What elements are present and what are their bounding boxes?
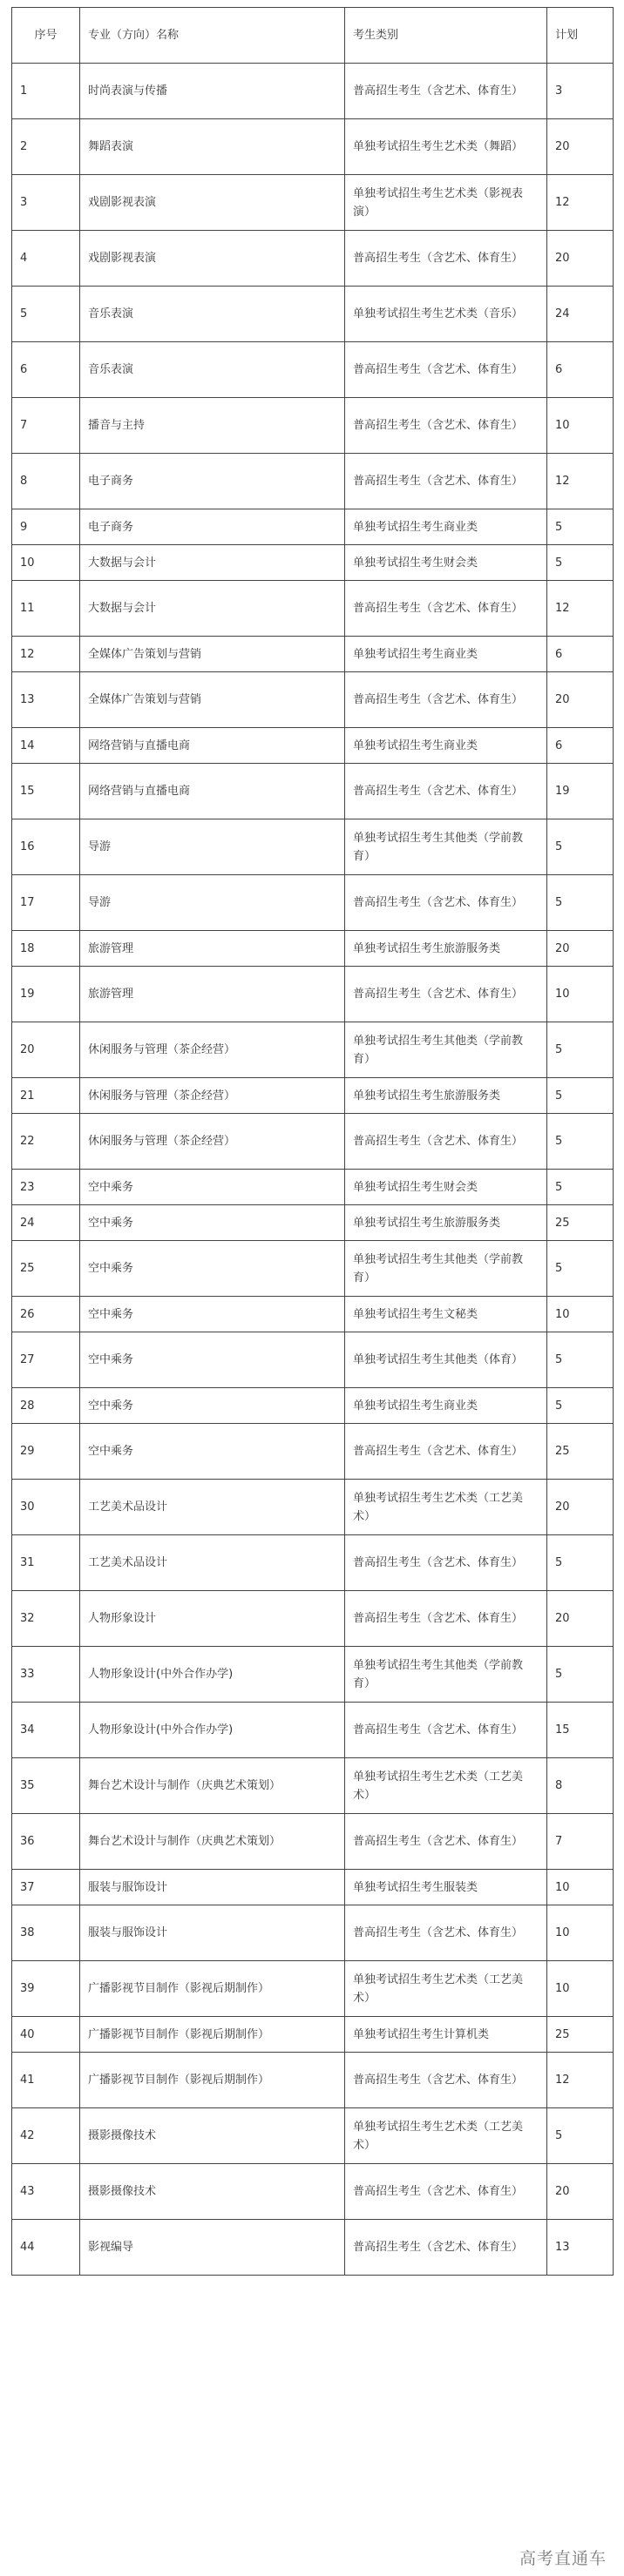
cell-no: 5 <box>12 287 80 342</box>
cell-category: 普高招生考生（含艺术、体育生） <box>345 764 547 819</box>
cell-category: 普高招生考生（含艺术、体育生） <box>345 1591 547 1647</box>
cell-plan: 5 <box>547 1332 614 1388</box>
cell-no: 21 <box>12 1078 80 1114</box>
table-row <box>12 1703 614 1758</box>
table-row <box>12 2220 614 2276</box>
cell-plan: 10 <box>547 398 614 454</box>
header-category: 考生类别 <box>345 8 547 64</box>
cell-no: 2 <box>12 119 80 175</box>
cell-plan: 10 <box>547 1905 614 1961</box>
cell-category: 单独考试招生考生其他类（学前教育） <box>345 1241 547 1297</box>
cell-no: 9 <box>12 509 80 545</box>
cell-major: 休闲服务与管理（茶企经营） <box>80 1078 345 1114</box>
cell-major: 网络营销与直播电商 <box>80 728 345 764</box>
cell-plan: 6 <box>547 637 614 672</box>
cell-no: 38 <box>12 1905 80 1961</box>
cell-category: 普高招生考生（含艺术、体育生） <box>345 2220 547 2276</box>
table-row <box>12 1905 614 1961</box>
cell-major: 服装与服饰设计 <box>80 1870 345 1905</box>
table-row <box>12 819 614 875</box>
cell-major: 大数据与会计 <box>80 581 345 637</box>
table-row <box>12 1814 614 1870</box>
cell-no: 18 <box>12 931 80 967</box>
cell-major: 影视编导 <box>80 2220 345 2276</box>
cell-major: 舞台艺术设计与制作（庆典艺术策划） <box>80 1758 345 1814</box>
cell-plan: 5 <box>547 1388 614 1424</box>
cell-major: 全媒体广告策划与营销 <box>80 637 345 672</box>
cell-plan: 25 <box>547 1205 614 1241</box>
cell-plan: 5 <box>547 1647 614 1703</box>
cell-plan: 13 <box>547 2220 614 2276</box>
cell-no: 34 <box>12 1703 80 1758</box>
cell-plan: 5 <box>547 875 614 931</box>
cell-plan: 5 <box>547 2108 614 2164</box>
cell-plan: 12 <box>547 2053 614 2108</box>
table-row <box>12 454 614 509</box>
cell-category: 单独考试招生考生商业类 <box>345 728 547 764</box>
cell-category: 普高招生考生（含艺术、体育生） <box>345 1814 547 1870</box>
cell-no: 30 <box>12 1480 80 1535</box>
cell-major: 戏剧影视表演 <box>80 175 345 231</box>
cell-major: 舞台艺术设计与制作（庆典艺术策划） <box>80 1814 345 1870</box>
cell-no: 29 <box>12 1424 80 1480</box>
table-row <box>12 764 614 819</box>
cell-major: 空中乘务 <box>80 1388 345 1424</box>
cell-no: 44 <box>12 2220 80 2276</box>
cell-plan: 12 <box>547 175 614 231</box>
table-row <box>12 637 614 672</box>
cell-category: 单独考试招生考生艺术类（工艺美术） <box>345 1480 547 1535</box>
cell-category: 普高招生考生（含艺术、体育生） <box>345 581 547 637</box>
cell-major: 广播影视节目制作（影视后期制作） <box>80 2053 345 2108</box>
cell-plan: 10 <box>547 967 614 1022</box>
cell-no: 13 <box>12 672 80 728</box>
cell-major: 休闲服务与管理（茶企经营） <box>80 1114 345 1170</box>
cell-no: 32 <box>12 1591 80 1647</box>
cell-no: 36 <box>12 1814 80 1870</box>
admission-plan-table <box>11 7 614 2276</box>
cell-plan: 20 <box>547 672 614 728</box>
cell-plan: 10 <box>547 1297 614 1332</box>
cell-major: 时尚表演与传播 <box>80 64 345 119</box>
cell-major: 休闲服务与管理（茶企经营） <box>80 1022 345 1078</box>
cell-major: 人物形象设计 <box>80 1591 345 1647</box>
cell-category: 单独考试招生考生商业类 <box>345 1388 547 1424</box>
table-row <box>12 398 614 454</box>
cell-category: 单独考试招生考生艺术类（工艺美术） <box>345 1961 547 2017</box>
cell-major: 空中乘务 <box>80 1241 345 1297</box>
header-major: 专业（方向）名称 <box>80 8 345 64</box>
table-row <box>12 1535 614 1591</box>
table-row <box>12 2017 614 2053</box>
table-row <box>12 119 614 175</box>
cell-no: 25 <box>12 1241 80 1297</box>
table-row <box>12 64 614 119</box>
cell-major: 电子商务 <box>80 509 345 545</box>
cell-major: 人物形象设计(中外合作办学) <box>80 1647 345 1703</box>
cell-category: 单独考试招生考生商业类 <box>345 637 547 672</box>
cell-no: 4 <box>12 231 80 287</box>
table-row <box>12 342 614 398</box>
cell-no: 39 <box>12 1961 80 2017</box>
cell-category: 单独考试招生考生艺术类（工艺美术） <box>345 1758 547 1814</box>
cell-major: 旅游管理 <box>80 967 345 1022</box>
table-row <box>12 1332 614 1388</box>
table-row <box>12 1591 614 1647</box>
cell-no: 8 <box>12 454 80 509</box>
cell-category: 普高招生考生（含艺术、体育生） <box>345 1905 547 1961</box>
cell-no: 12 <box>12 637 80 672</box>
table-row <box>12 1388 614 1424</box>
table-row <box>12 1480 614 1535</box>
cell-no: 28 <box>12 1388 80 1424</box>
cell-major: 广播影视节目制作（影视后期制作） <box>80 1961 345 2017</box>
table-row <box>12 1114 614 1170</box>
cell-major: 广播影视节目制作（影视后期制作） <box>80 2017 345 2053</box>
cell-major: 戏剧影视表演 <box>80 231 345 287</box>
cell-plan: 25 <box>547 1424 614 1480</box>
cell-major: 网络营销与直播电商 <box>80 764 345 819</box>
cell-major: 工艺美术品设计 <box>80 1480 345 1535</box>
cell-plan: 5 <box>547 819 614 875</box>
cell-category: 单独考试招生考生艺术类（影视表演） <box>345 175 547 231</box>
table-row <box>12 1424 614 1480</box>
cell-major: 音乐表演 <box>80 287 345 342</box>
cell-no: 16 <box>12 819 80 875</box>
cell-no: 33 <box>12 1647 80 1703</box>
cell-plan: 10 <box>547 1870 614 1905</box>
cell-category: 单独考试招生考生其他类（学前教育） <box>345 1022 547 1078</box>
cell-category: 单独考试招生考生艺术类（音乐） <box>345 287 547 342</box>
cell-category: 普高招生考生（含艺术、体育生） <box>345 1535 547 1591</box>
cell-major: 电子商务 <box>80 454 345 509</box>
cell-category: 单独考试招生考生其他类（体育） <box>345 1332 547 1388</box>
cell-plan: 6 <box>547 342 614 398</box>
cell-major: 摄影摄像技术 <box>80 2108 345 2164</box>
cell-category: 普高招生考生（含艺术、体育生） <box>345 672 547 728</box>
cell-plan: 15 <box>547 1703 614 1758</box>
cell-no: 6 <box>12 342 80 398</box>
cell-plan: 20 <box>547 119 614 175</box>
cell-category: 单独考试招生考生旅游服务类 <box>345 931 547 967</box>
cell-plan: 5 <box>547 1241 614 1297</box>
cell-plan: 20 <box>547 1480 614 1535</box>
cell-no: 37 <box>12 1870 80 1905</box>
table-row <box>12 875 614 931</box>
table-row <box>12 231 614 287</box>
cell-category: 普高招生考生（含艺术、体育生） <box>345 2164 547 2220</box>
cell-category: 单独考试招生考生旅游服务类 <box>345 1078 547 1114</box>
cell-plan: 20 <box>547 2164 614 2220</box>
cell-major: 舞蹈表演 <box>80 119 345 175</box>
cell-plan: 8 <box>547 1758 614 1814</box>
cell-category: 单独考试招生考生旅游服务类 <box>345 1205 547 1241</box>
cell-category: 普高招生考生（含艺术、体育生） <box>345 1703 547 1758</box>
cell-no: 42 <box>12 2108 80 2164</box>
cell-no: 40 <box>12 2017 80 2053</box>
cell-plan: 10 <box>547 1961 614 2017</box>
table-row <box>12 1022 614 1078</box>
cell-category: 普高招生考生（含艺术、体育生） <box>345 231 547 287</box>
cell-major: 空中乘务 <box>80 1205 345 1241</box>
cell-category: 普高招生考生（含艺术、体育生） <box>345 454 547 509</box>
table-row <box>12 1078 614 1114</box>
cell-major: 摄影摄像技术 <box>80 2164 345 2220</box>
cell-no: 11 <box>12 581 80 637</box>
cell-plan: 5 <box>547 1535 614 1591</box>
cell-major: 空中乘务 <box>80 1170 345 1205</box>
cell-category: 单独考试招生考生其他类（学前教育） <box>345 1647 547 1703</box>
cell-no: 27 <box>12 1332 80 1388</box>
header-plan: 计划 <box>547 8 614 64</box>
cell-plan: 3 <box>547 64 614 119</box>
table-row <box>12 545 614 581</box>
cell-category: 普高招生考生（含艺术、体育生） <box>345 64 547 119</box>
cell-no: 23 <box>12 1170 80 1205</box>
cell-plan: 5 <box>547 1078 614 1114</box>
table-row <box>12 1205 614 1241</box>
cell-plan: 25 <box>547 2017 614 2053</box>
table-row <box>12 931 614 967</box>
cell-major: 旅游管理 <box>80 931 345 967</box>
cell-no: 15 <box>12 764 80 819</box>
cell-category: 单独考试招生考生计算机类 <box>345 2017 547 2053</box>
cell-no: 3 <box>12 175 80 231</box>
cell-major: 服装与服饰设计 <box>80 1905 345 1961</box>
cell-no: 31 <box>12 1535 80 1591</box>
cell-major: 音乐表演 <box>80 342 345 398</box>
table-row <box>12 2164 614 2220</box>
cell-no: 24 <box>12 1205 80 1241</box>
cell-category: 单独考试招生考生文秘类 <box>345 1297 547 1332</box>
cell-plan: 5 <box>547 509 614 545</box>
table-row <box>12 1170 614 1205</box>
table-row <box>12 1241 614 1297</box>
cell-category: 单独考试招生考生艺术类（工艺美术） <box>345 2108 547 2164</box>
table-row <box>12 1870 614 1905</box>
cell-major: 空中乘务 <box>80 1297 345 1332</box>
cell-major: 全媒体广告策划与营销 <box>80 672 345 728</box>
admission-plan-table-container <box>11 7 613 2276</box>
cell-major: 导游 <box>80 819 345 875</box>
cell-category: 单独考试招生考生其他类（学前教育） <box>345 819 547 875</box>
cell-no: 17 <box>12 875 80 931</box>
header-no: 序号 <box>12 8 80 64</box>
cell-category: 普高招生考生（含艺术、体育生） <box>345 342 547 398</box>
cell-no: 26 <box>12 1297 80 1332</box>
cell-category: 普高招生考生（含艺术、体育生） <box>345 875 547 931</box>
table-row <box>12 967 614 1022</box>
table-row <box>12 2053 614 2108</box>
cell-category: 单独考试招生考生财会类 <box>345 545 547 581</box>
cell-category: 单独考试招生考生商业类 <box>345 509 547 545</box>
cell-category: 普高招生考生（含艺术、体育生） <box>345 398 547 454</box>
cell-plan: 12 <box>547 581 614 637</box>
cell-no: 10 <box>12 545 80 581</box>
cell-category: 普高招生考生（含艺术、体育生） <box>345 1114 547 1170</box>
cell-no: 7 <box>12 398 80 454</box>
cell-plan: 7 <box>547 1814 614 1870</box>
cell-major: 导游 <box>80 875 345 931</box>
cell-plan: 5 <box>547 545 614 581</box>
table-row <box>12 287 614 342</box>
table-row <box>12 1297 614 1332</box>
cell-major: 人物形象设计(中外合作办学) <box>80 1703 345 1758</box>
cell-major: 空中乘务 <box>80 1424 345 1480</box>
cell-no: 20 <box>12 1022 80 1078</box>
cell-category: 普高招生考生（含艺术、体育生） <box>345 967 547 1022</box>
cell-no: 41 <box>12 2053 80 2108</box>
cell-plan: 20 <box>547 931 614 967</box>
cell-plan: 24 <box>547 287 614 342</box>
table-row <box>12 581 614 637</box>
cell-no: 43 <box>12 2164 80 2220</box>
cell-plan: 5 <box>547 1022 614 1078</box>
table-row <box>12 175 614 231</box>
cell-no: 19 <box>12 967 80 1022</box>
cell-category: 单独考试招生考生艺术类（舞蹈） <box>345 119 547 175</box>
cell-plan: 6 <box>547 728 614 764</box>
cell-category: 单独考试招生考生财会类 <box>345 1170 547 1205</box>
cell-plan: 12 <box>547 454 614 509</box>
cell-category: 单独考试招生考生服装类 <box>345 1870 547 1905</box>
cell-no: 1 <box>12 64 80 119</box>
cell-no: 35 <box>12 1758 80 1814</box>
cell-category: 普高招生考生（含艺术、体育生） <box>345 2053 547 2108</box>
cell-plan: 5 <box>547 1170 614 1205</box>
cell-no: 14 <box>12 728 80 764</box>
watermark-text: 高考直通车 <box>519 2549 607 2568</box>
cell-major: 大数据与会计 <box>80 545 345 581</box>
cell-plan: 20 <box>547 231 614 287</box>
cell-plan: 20 <box>547 1591 614 1647</box>
cell-plan: 5 <box>547 1114 614 1170</box>
cell-major: 播音与主持 <box>80 398 345 454</box>
cell-major: 工艺美术品设计 <box>80 1535 345 1591</box>
cell-category: 普高招生考生（含艺术、体育生） <box>345 1424 547 1480</box>
cell-major: 空中乘务 <box>80 1332 345 1388</box>
cell-plan: 19 <box>547 764 614 819</box>
table-row <box>12 509 614 545</box>
table-body <box>12 64 614 2276</box>
table-row <box>12 1961 614 2017</box>
table-row <box>12 728 614 764</box>
table-row <box>12 672 614 728</box>
table-row <box>12 2108 614 2164</box>
table-row <box>12 1647 614 1703</box>
table-row <box>12 1758 614 1814</box>
cell-no: 22 <box>12 1114 80 1170</box>
table-header-row <box>12 8 614 64</box>
